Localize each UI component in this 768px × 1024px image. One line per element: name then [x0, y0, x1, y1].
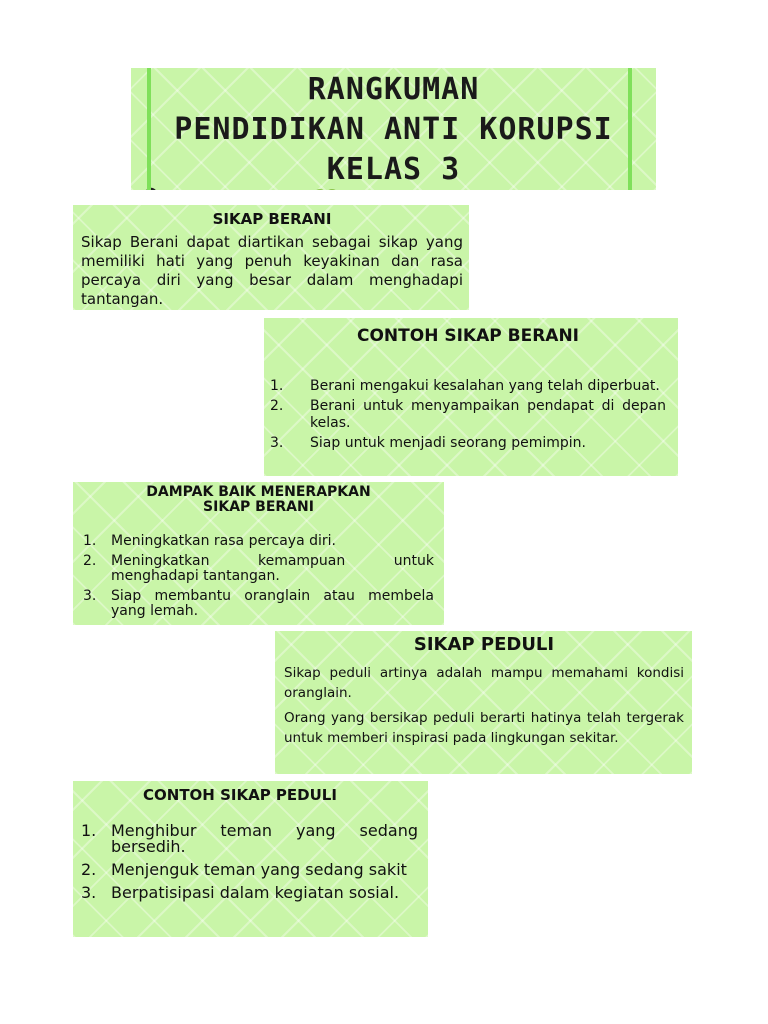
title-banner	[131, 68, 656, 190]
sikap-berani-card	[73, 205, 469, 310]
title-line-1: RANGKUMAN	[307, 72, 480, 107]
list-item: 2. Menjenguk teman yang sedang sakit	[81, 860, 407, 879]
list-item: 3. Berpatisipasi dalam kegiatan sosial.	[81, 883, 400, 902]
dampak-berani-card	[73, 482, 444, 625]
contoh-peduli-heading: CONTOH SIKAP PEDULI	[143, 786, 337, 804]
sikap-berani-heading: SIKAP BERANI	[212, 210, 332, 228]
list-item: 3. Siap membantu oranglain atau membela yang lemah.	[83, 588, 434, 619]
title-line-3: KELAS 3	[326, 152, 461, 187]
sikap-berani-text: Sikap Berani dapat diartikan sebagai sikap yang memiliki hati yang penuh keyakinan dan rasa percaya diri yang besar dalam menghadapi tantangan.	[81, 233, 463, 308]
list-item: 2. Berani untuk menyampaikan pendapat di depan kelas.	[270, 398, 666, 431]
sikap-peduli-para-2: Orang yang bersikap peduli berarti hatinya telah tergerak untuk memberi inspirasi pada lingkungan sekitar.	[284, 710, 684, 746]
sikap-peduli-heading: SIKAP PEDULI	[413, 634, 555, 655]
sikap-peduli-para-1: Sikap peduli artinya adalah mampu memahami kondisi oranglain.	[284, 665, 684, 701]
contoh-peduli-list	[81, 823, 418, 901]
list-item: 1. Meningkatkan rasa percaya diri.	[83, 533, 336, 549]
list-item: 3. Siap untuk menjadi seorang pemimpin.	[270, 435, 586, 451]
contoh-berani-heading: CONTOH SIKAP BERANI	[357, 326, 579, 346]
contoh-berani-list	[270, 378, 666, 452]
list-item: 2. Meningkatkan kemampuan untuk menghadapi tantangan.	[83, 553, 434, 584]
dampak-berani-heading-1: DAMPAK BAIK MENERAPKAN	[146, 484, 371, 500]
list-item: 1. Menghibur teman yang sedang bersedih.	[81, 821, 418, 856]
dampak-berani-list	[83, 534, 434, 619]
contoh-berani-card	[264, 318, 678, 476]
contoh-peduli-card	[73, 781, 428, 937]
sikap-peduli-card	[275, 631, 692, 774]
title-line-2: PENDIDIKAN ANTI KORUPSI	[174, 112, 613, 147]
list-item: 1. Berani mengakui kesalahan yang telah diperbuat.	[270, 378, 660, 394]
dampak-berani-heading-2: SIKAP BERANI	[203, 499, 314, 515]
